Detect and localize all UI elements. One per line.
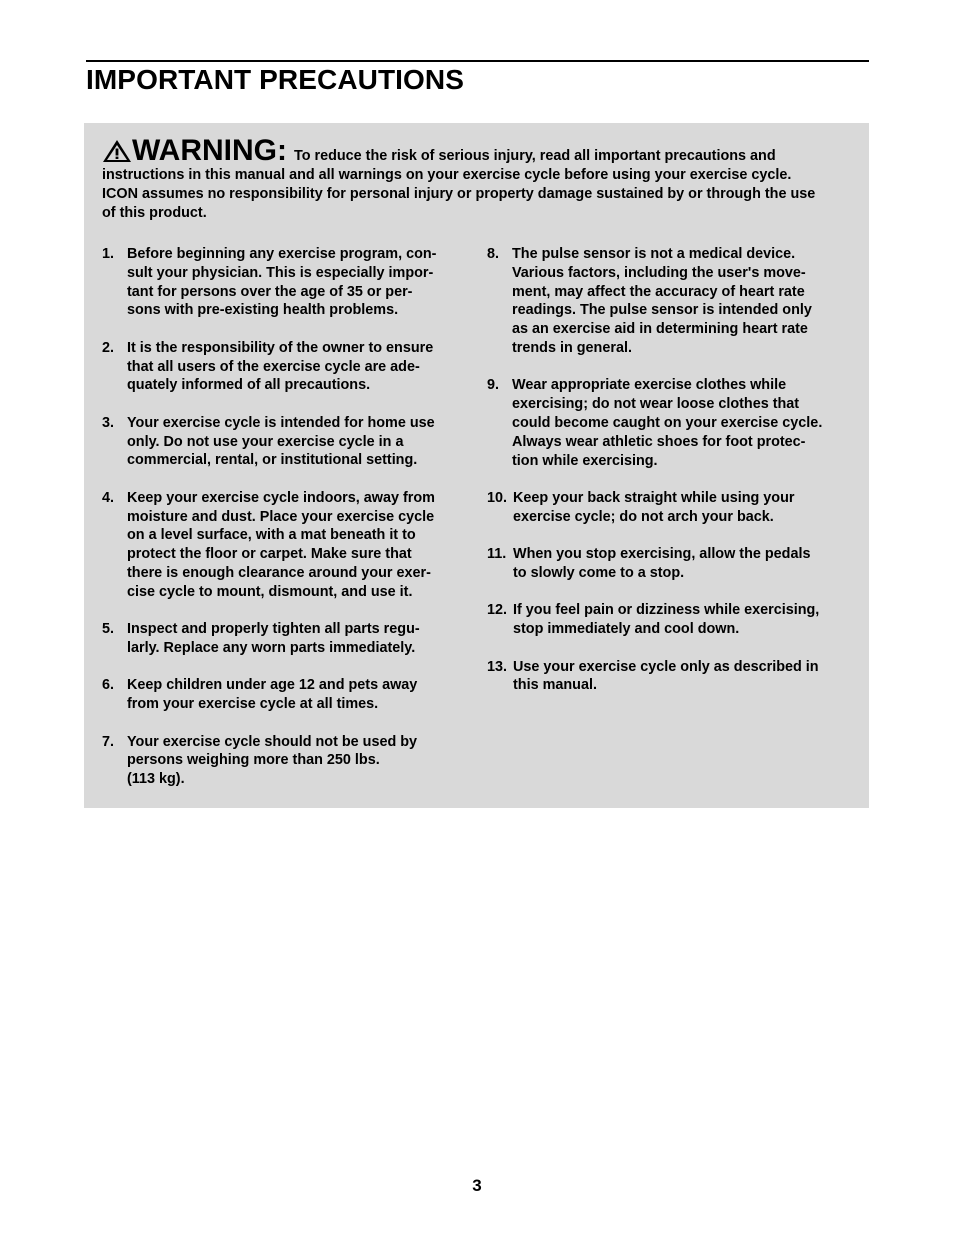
- page-number: 3: [472, 1176, 482, 1195]
- warning-intro-text: To reduce the risk of serious injury, read all important precautions and instructions in this manual and all warnings on your exercise cycle before using your exercise cycle. ICON assumes no responsibility for personal injury or property damage sustained by or through the use of this product.: [102, 148, 816, 221]
- precaution-item: [102, 676, 467, 714]
- precaution-text: Inspect and properly tighten all parts regu- larly. Replace any worn parts immediately.: [127, 621, 420, 656]
- precaution-text: Use your exercise cycle only as described in this manual.: [513, 658, 819, 694]
- precaution-number: 9.: [487, 377, 500, 394]
- precaution-item: [102, 733, 467, 789]
- precaution-item: [487, 489, 852, 527]
- precaution-text: It is the responsibility of the owner to ensure that all users of the exercise cycle are ade- quately informed of all precautions.: [127, 339, 434, 394]
- warning-label: WARNING:: [132, 134, 287, 167]
- precaution-number: 1.: [102, 246, 115, 262]
- precaution-text: If you feel pain or dizziness while exercising, stop immediately and cool down.: [513, 602, 820, 638]
- precaution-item: [487, 545, 852, 583]
- precaution-text: Keep your back straight while using your exercise cycle; do not arch your back.: [513, 489, 795, 525]
- precaution-item: [102, 245, 467, 320]
- precautions-right-column: [487, 245, 852, 714]
- top-rule: [86, 60, 869, 62]
- precaution-number: 2.: [102, 339, 115, 356]
- precaution-text: The pulse sensor is not a medical device. Various factors, including the user's move- ment, may affect the accuracy of heart rate readings. The pulse sensor is intended only as an exercise aid in determining heart rate trends in general.: [512, 246, 812, 356]
- precaution-text: When you stop exercising, allow the pedals to slowly come to a stop.: [513, 546, 811, 581]
- precaution-item: [102, 414, 467, 470]
- precaution-item: [487, 601, 852, 639]
- precaution-text: Keep children under age 12 and pets away from your exercise cycle at all times.: [127, 677, 418, 713]
- precaution-number: 5.: [102, 621, 115, 638]
- warning-triangle-icon: [102, 139, 132, 163]
- precaution-item: [487, 658, 852, 696]
- warning-intro: [102, 134, 822, 223]
- precaution-text: Your exercise cycle is intended for home use only. Do not use your exercise cycle in a commercial, rental, or institutional setting.: [127, 414, 435, 469]
- page-title: IMPORTANT PRECAUTIONS: [86, 64, 465, 95]
- precaution-text: Keep your exercise cycle indoors, away from moisture and dust. Place your exercise cycle on a level surface, with a mat beneath it to protect the floor or carpet. Make sure that there is enough clearance around your exer- cise cycle to mount, dismount, and use it.: [127, 489, 435, 600]
- precaution-number: 10.: [487, 489, 508, 506]
- precaution-text: Before beginning any exercise program, con- sult your physician. This is especially impor- tant for persons over the age of 35 or per- sons with pre-existing health problems.: [127, 246, 437, 319]
- precaution-number: 12.: [487, 602, 508, 619]
- precautions-left-column: [102, 245, 467, 807]
- precaution-text: Your exercise cycle should not be used by persons weighing more than 250 lbs. (113 kg).: [127, 733, 418, 788]
- precaution-number: 8.: [487, 246, 500, 262]
- precaution-number: 4.: [102, 489, 115, 506]
- warning-box: [84, 123, 869, 808]
- precaution-item: [487, 376, 852, 470]
- precaution-number: 11.: [487, 546, 507, 563]
- precaution-number: 7.: [102, 733, 115, 750]
- precaution-item: [102, 489, 467, 602]
- precaution-text: Wear appropriate exercise clothes while exercising; do not wear loose clothes that could become caught on your exercise cycle. Always wear athletic shoes for foot protec- tion while exercising.: [512, 377, 823, 469]
- precaution-number: 6.: [102, 677, 115, 694]
- precaution-number: 13.: [487, 658, 508, 675]
- precaution-item: [102, 620, 467, 658]
- precaution-number: 3.: [102, 414, 115, 431]
- precaution-item: [102, 339, 467, 395]
- precaution-item: [487, 245, 852, 358]
